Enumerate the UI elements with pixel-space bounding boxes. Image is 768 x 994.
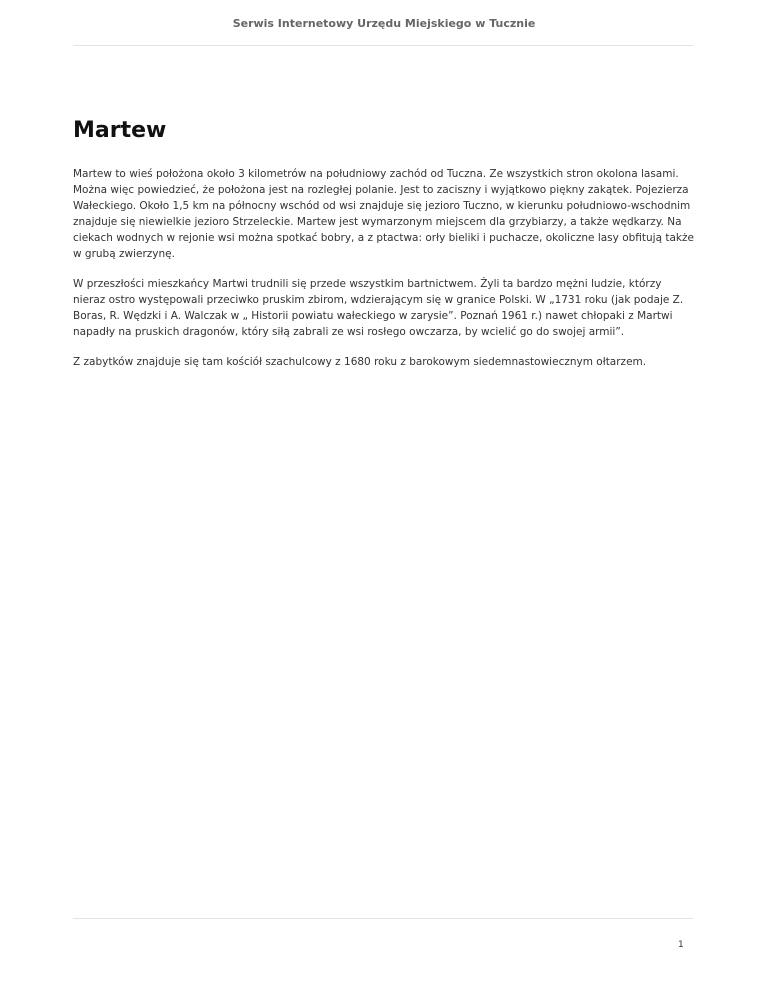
article-paragraph: Z zabytków znajduje się tam kościół szachulcowy z 1680 roku z barokowym siedemnastowiecznym ołtarzem.	[73, 356, 647, 368]
article-title: Martew	[73, 118, 167, 143]
site-title-header: Serwis Internetowy Urzędu Miejskiego w Tucznie	[232, 17, 536, 30]
footer-divider	[73, 918, 693, 919]
header-divider	[73, 45, 693, 46]
article-paragraph: W przeszłości mieszkańcy Martwi trudnili się przede wszystkim bartnictwem. Żyli ta bardzo mężni ludzie, którzy nieraz ostro występowali przeciwko pruskim zbirom, wdzierającym się w granice Polski. W „1731 roku (jak podaje Z. Boras, R. Wędzki i A. Walczak w „ Historii powiatu wałeckiego w zarysie”. Poznań 1961 r.) nawet chłopaki z Martwi napadły na pruskich dragonów, który siłą zabrali ze wsi rosłego owczarza, by wcielić go do swojej armii”.	[73, 278, 684, 338]
article-body	[73, 116, 695, 384]
page-number: 1	[678, 940, 684, 950]
article-paragraph: Martew to wieś położona około 3 kilometrów na południowy zachód od Tuczna. Ze wszystkich stron okolona lasami. Można więc powiedzieć, że położona jest na rozległej polanie. Jest to zaciszny i wyjątkowo piękny zakątek. Pojezierza Wałeckiego. Około 1,5 km na północny wschód od wsi znajduje się jezioro Tuczno, w kierunku południowo-wschodnim znajduje się niewielkie jezioro Strzeleckie. Martew jest wymarzonym miejscem dla grzybiarzy, a także wędkarzy. Na ciekach wodnych w rejonie wsi można spotkać bobry, a z ptactwa: orły bieliki i puchacze, okoliczne lasy obfitują także w grubą zwierzynę.	[73, 168, 694, 260]
